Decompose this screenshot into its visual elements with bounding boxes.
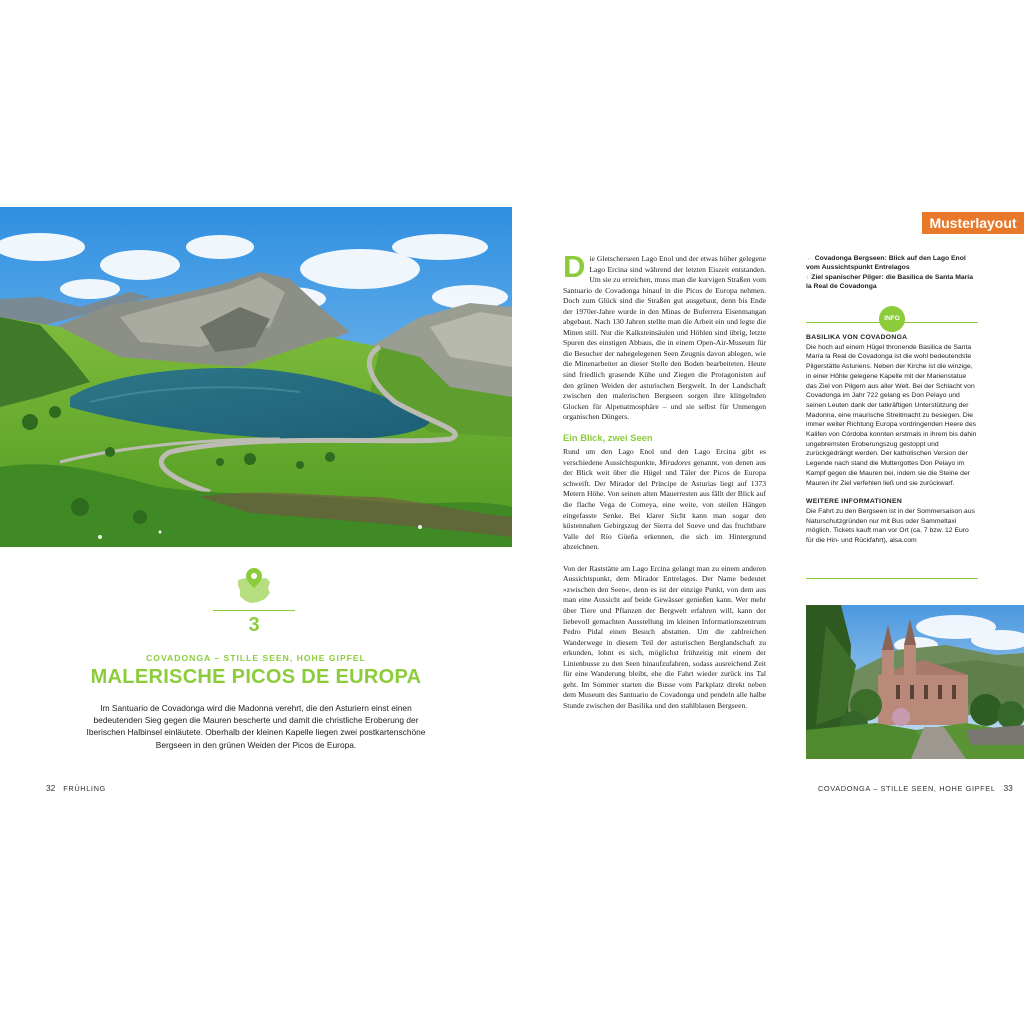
right-page-number: 33: [1003, 783, 1013, 793]
body-column: [563, 249, 766, 711]
left-page-number: 32: [46, 783, 56, 793]
right-folio: [818, 783, 1013, 793]
spain-map-icon: [232, 566, 276, 610]
info-text-basilika: Die hoch auf einem Hügel thronende Basilica de Santa María la Real de Covadonga ist die wohl bedeutendste Pilgerstätte Asturiens. Neben der Kirche ist die winzige, in einer Höhle gelegene Kapelle mit der Marienstatue das Ziel von Pilgern aus aller Welt. Bei der Schlacht von Covadonga im Jahr 722 gelang es Don Pelayo und seinen Leuten dank der tatkräftigen Unterstützung der Madonna, eine maurische Streitmacht zu besiegen. Die immer weiter Richtung Europa vordringenden Heere des Kalifen von Córdoba konnten erstmals in ihrem bis dahin ungebremsten Eroberungszug gestoppt und zurückgedrängt werden. Der katholischen Version der Legende nach stand die Muttergottes Don Pelayo im Kampf gegen die Mauren bei, indem sie die Steine der Mauren ihr Ziel verfehlen ließ und sie zurückwarf.: [806, 343, 977, 487]
drop-cap: D: [563, 249, 586, 284]
body-paragraph-1: [563, 249, 766, 423]
basilica-photo: [806, 605, 1024, 759]
caption-basilica-text: Ziel spanischer Pilger: die Basilica de Santa María la Real de Covadonga: [806, 273, 973, 290]
left-folio: [46, 783, 106, 793]
chapter-title: MALERISCHE PICOS DE EUROPA: [90, 666, 422, 688]
info-bottom-rule: [806, 578, 978, 579]
info-text-weitere: Die Fahrt zu den Bergseen ist in der Sommersaison aus Naturschutzgründen nur mit Bus oder Sammeltaxi möglich. Tickets kauft man vor Ort (ca. 7 bzw. 12 Euro für die Hin- und Rückfahrt), alsa.com: [806, 507, 975, 545]
info-heading-basilika: BASILIKA VON COVADONGA: [806, 334, 908, 341]
caption-lake-text: Covadonga Bergseen: Blick auf den Lago Enol vom Aussichtspunkt Entrelagos: [806, 255, 966, 272]
chapter-rule: [213, 610, 295, 611]
section-heading: Ein Blick, zwei Seen: [563, 431, 653, 443]
left-running-head: FRÜHLING: [63, 784, 106, 793]
body-text-1: ie Gletscherseen Lago Enol und der etwas höher gelegene Lago Ercina sind während der letzten Eiszeit entstanden. Um sie zu erreichen, muss man die kurvigen Straßen vom Santuario de Covadonga hinauf in die Picos de Europa nehmen. Doch zum Glück sind die Straßen gut ausgebaut, denn bis Ende der 1970er-Jahre wurde in den Minas de Buferrera Eisenmangan abgebaut. Nach 130 Jahren stellte man die Arbeit ein und legte die Minen still. Nur die Kalksteinsäulen und Höhlen sind übrig, letzte Spuren des einstigen Abbaus, die in einem Open-Air-Museum für die Besucher der nahegelegenen Seen Zeugnis davon ablegen, wie die Minenarbeiter an dieser Stelle den Boden bearbeiteten. Heute sind friedlich grasende Kühe und Ziegen die Protagonisten auf den grünen Weiden der asturischen Bergwelt. In der Landschaft zwischen den malerischen Bergseen sorgen ihre klingelnden Glocken für Alpenatmosphäre – und sie selbst für Unmengen organischen Düngers.: [563, 254, 766, 422]
arrow-down-icon: ↓: [806, 273, 810, 281]
photo-captions: [806, 254, 976, 291]
body-emphasis: Miradores: [659, 457, 691, 467]
caption-basilica: [806, 273, 976, 292]
body-paragraph-2: [563, 447, 766, 552]
arrow-left-icon: ←: [806, 255, 813, 262]
musterlayout-badge: Musterlayout: [922, 212, 1024, 234]
body-text-2b: genannt, von denen aus der Blick weit über die Hügel und Täler der Picos de Europa schweift. Der Mirador del Príncipe de Asturias liegt auf 1373 Metern Höhe. Von seinen alten Mauerresten aus fällt der Blick auf die flache Vega de Comeya, eine weite, von steilen Hängen eingefasste Senke. Bei klarer Sicht kann man sogar den küstennahen Gebirgszug der Sierra del Sueve und das fruchtbare Valle del Río Güeña erkennen, die sich im Hintergrund abzeichnen.: [563, 457, 766, 552]
lake-landscape-photo: [0, 207, 512, 547]
chapter-number: 3: [248, 614, 260, 636]
body-text-2a: Rund um den Lago Enol und den Lago Ercina gibt es verschiedene Aussichtspunkte,: [563, 447, 766, 467]
info-badge: INFO: [879, 306, 905, 332]
lead-paragraph: Im Santuario de Covadonga wird die Madonna verehrt, die den Asturiern einst einen bedeutenden Sieg gegen die Mauren bescherte und damit die christliche Eroberung der Iberischen Halbinsel einläutete. Oberhalb der kleinen Kapelle liegen zwei postkartenschöne Bergseen in den grünen Weiden der Picos de Europa.: [86, 703, 426, 750]
chapter-kicker: COVADONGA – STILLE SEEN, HOHE GIPFEL: [146, 653, 366, 663]
right-running-head: COVADONGA – STILLE SEEN, HOHE GIPFEL: [818, 784, 996, 793]
info-heading-weitere: WEITERE INFORMATIONEN: [806, 498, 903, 506]
info-box: [806, 333, 978, 546]
body-paragraph-3: Von der Raststätte am Lago Ercina gelangt man zu einem anderen Aussichtspunkt, dem Mirador Entrelagos. Der Name bedeutet »zwischen den Seen«, denn es ist der einzige Punkt, von dem aus man eine Aussicht auf beide Gewässer genießen kann. Wer mehr über Tiere und Pflanzen der Bergwelt erfahren will, kann der liebevoll gemachten Ausstellung im kleinen Informationszentrum Pedro Pidal einen Besuch abstatten. Um die zahlreichen Wanderwege in diesem Teil der asturischen Berglandschaft zu erkunden, lohnt es sich, möglichst frühzeitig mit einem der Linienbusse zu den Seen hinaufzufahren, sodass ausreichend Zeit für eine Wanderung bleibt, ehe die Fahrt wieder zurück ins Tal geht. Im Sommer starten die Busse vom Parkplatz direkt neben dem Museum des Santuario de Covadonga und pendeln alle halbe Stunde zwischen der Basilika und den stahlblauen Bergseen.: [563, 563, 766, 710]
caption-lake: [806, 254, 976, 273]
